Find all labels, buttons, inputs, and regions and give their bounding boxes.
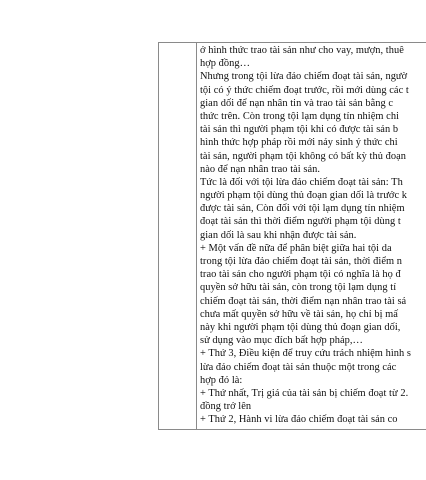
text-line: + Thứ 3, Điều kiện để truy cứu trách nhiệm hình s bbox=[200, 348, 411, 360]
text-line: này khi người phạm tội dùng thủ đoạn gian dối, bbox=[200, 321, 401, 333]
text-cell bbox=[200, 44, 426, 428]
text-line: hình thức hợp pháp rồi mới nảy sinh ý thức chi bbox=[200, 137, 398, 149]
text-line: chưa mất quyền sở hữu về tài sản, họ chỉ bị mấ bbox=[200, 308, 398, 320]
text-line: người phạm tội dùng thủ đoạn gian dối là trước k bbox=[200, 190, 408, 202]
text-line: trao tài sản cho người phạm tội có nghĩa là họ đ bbox=[200, 269, 401, 281]
text-line: + Một vấn đề nữa để phân biệt giữa hai tội da bbox=[200, 242, 392, 254]
text-line: tội có ý thức chiếm đoạt trước, rồi mới dùng các t bbox=[200, 84, 409, 96]
text-line: gian dối để nạn nhân tin và trao tài sản bằng c bbox=[200, 97, 394, 109]
text-line: hợp đồng… bbox=[200, 58, 251, 70]
text-line: thức trên. Còn trong tội lạm dụng tín nhiệm chi bbox=[200, 110, 400, 122]
text-line: quyền sở hữu tài sản, còn trong tội lạm dụng tí bbox=[200, 282, 397, 294]
text-line: + Thứ 2, Hành vi lừa đảo chiếm đoạt tài sản co bbox=[200, 414, 398, 426]
text-line: ở hình thức trao tài sản như cho vay, mượn, thuê bbox=[200, 45, 404, 56]
text-line: đoạt tài sản thì thời điểm người phạm tội dùng t bbox=[200, 216, 401, 228]
text-line: chiếm đoạt tài sản, thời điểm nạn nhân trao tài sả bbox=[200, 295, 407, 307]
text-line: tài sản, người phạm tội không có bất kỳ thủ đoạn bbox=[200, 150, 407, 162]
text-line: tài sản thì người phạm tội khi có được tài sản b bbox=[200, 124, 399, 136]
column-divider bbox=[196, 42, 197, 430]
text-line: sử dụng vào mục đích bất hợp pháp,… bbox=[200, 335, 363, 347]
text-line: + Thứ nhất, Trị giá của tài sản bị chiếm đoạt từ 2. bbox=[200, 387, 409, 399]
text-line: Tức là đối với tội lừa đảo chiếm đoạt tài sản: Th bbox=[200, 176, 403, 188]
text-line: lừa đảo chiếm đoạt tài sản thuộc một trong các bbox=[200, 361, 397, 373]
text-line: trong tội lừa đảo chiếm đoạt tài sản, thời điểm n bbox=[200, 256, 403, 267]
text-line: Nhưng trong tội lừa đảo chiếm đoạt tài sản, ngườ bbox=[200, 71, 408, 83]
text-line: được tài sản, Còn đối với tội lạm dụng tín nhiệm bbox=[200, 203, 405, 215]
text-line: đồng trở lên bbox=[200, 401, 252, 413]
text-line: nào để nạn nhân trao tài sản. bbox=[200, 163, 321, 175]
text-line: gian dối là sau khi nhận được tài sản. bbox=[200, 229, 357, 241]
text-line: hợp đó là: bbox=[200, 374, 243, 386]
